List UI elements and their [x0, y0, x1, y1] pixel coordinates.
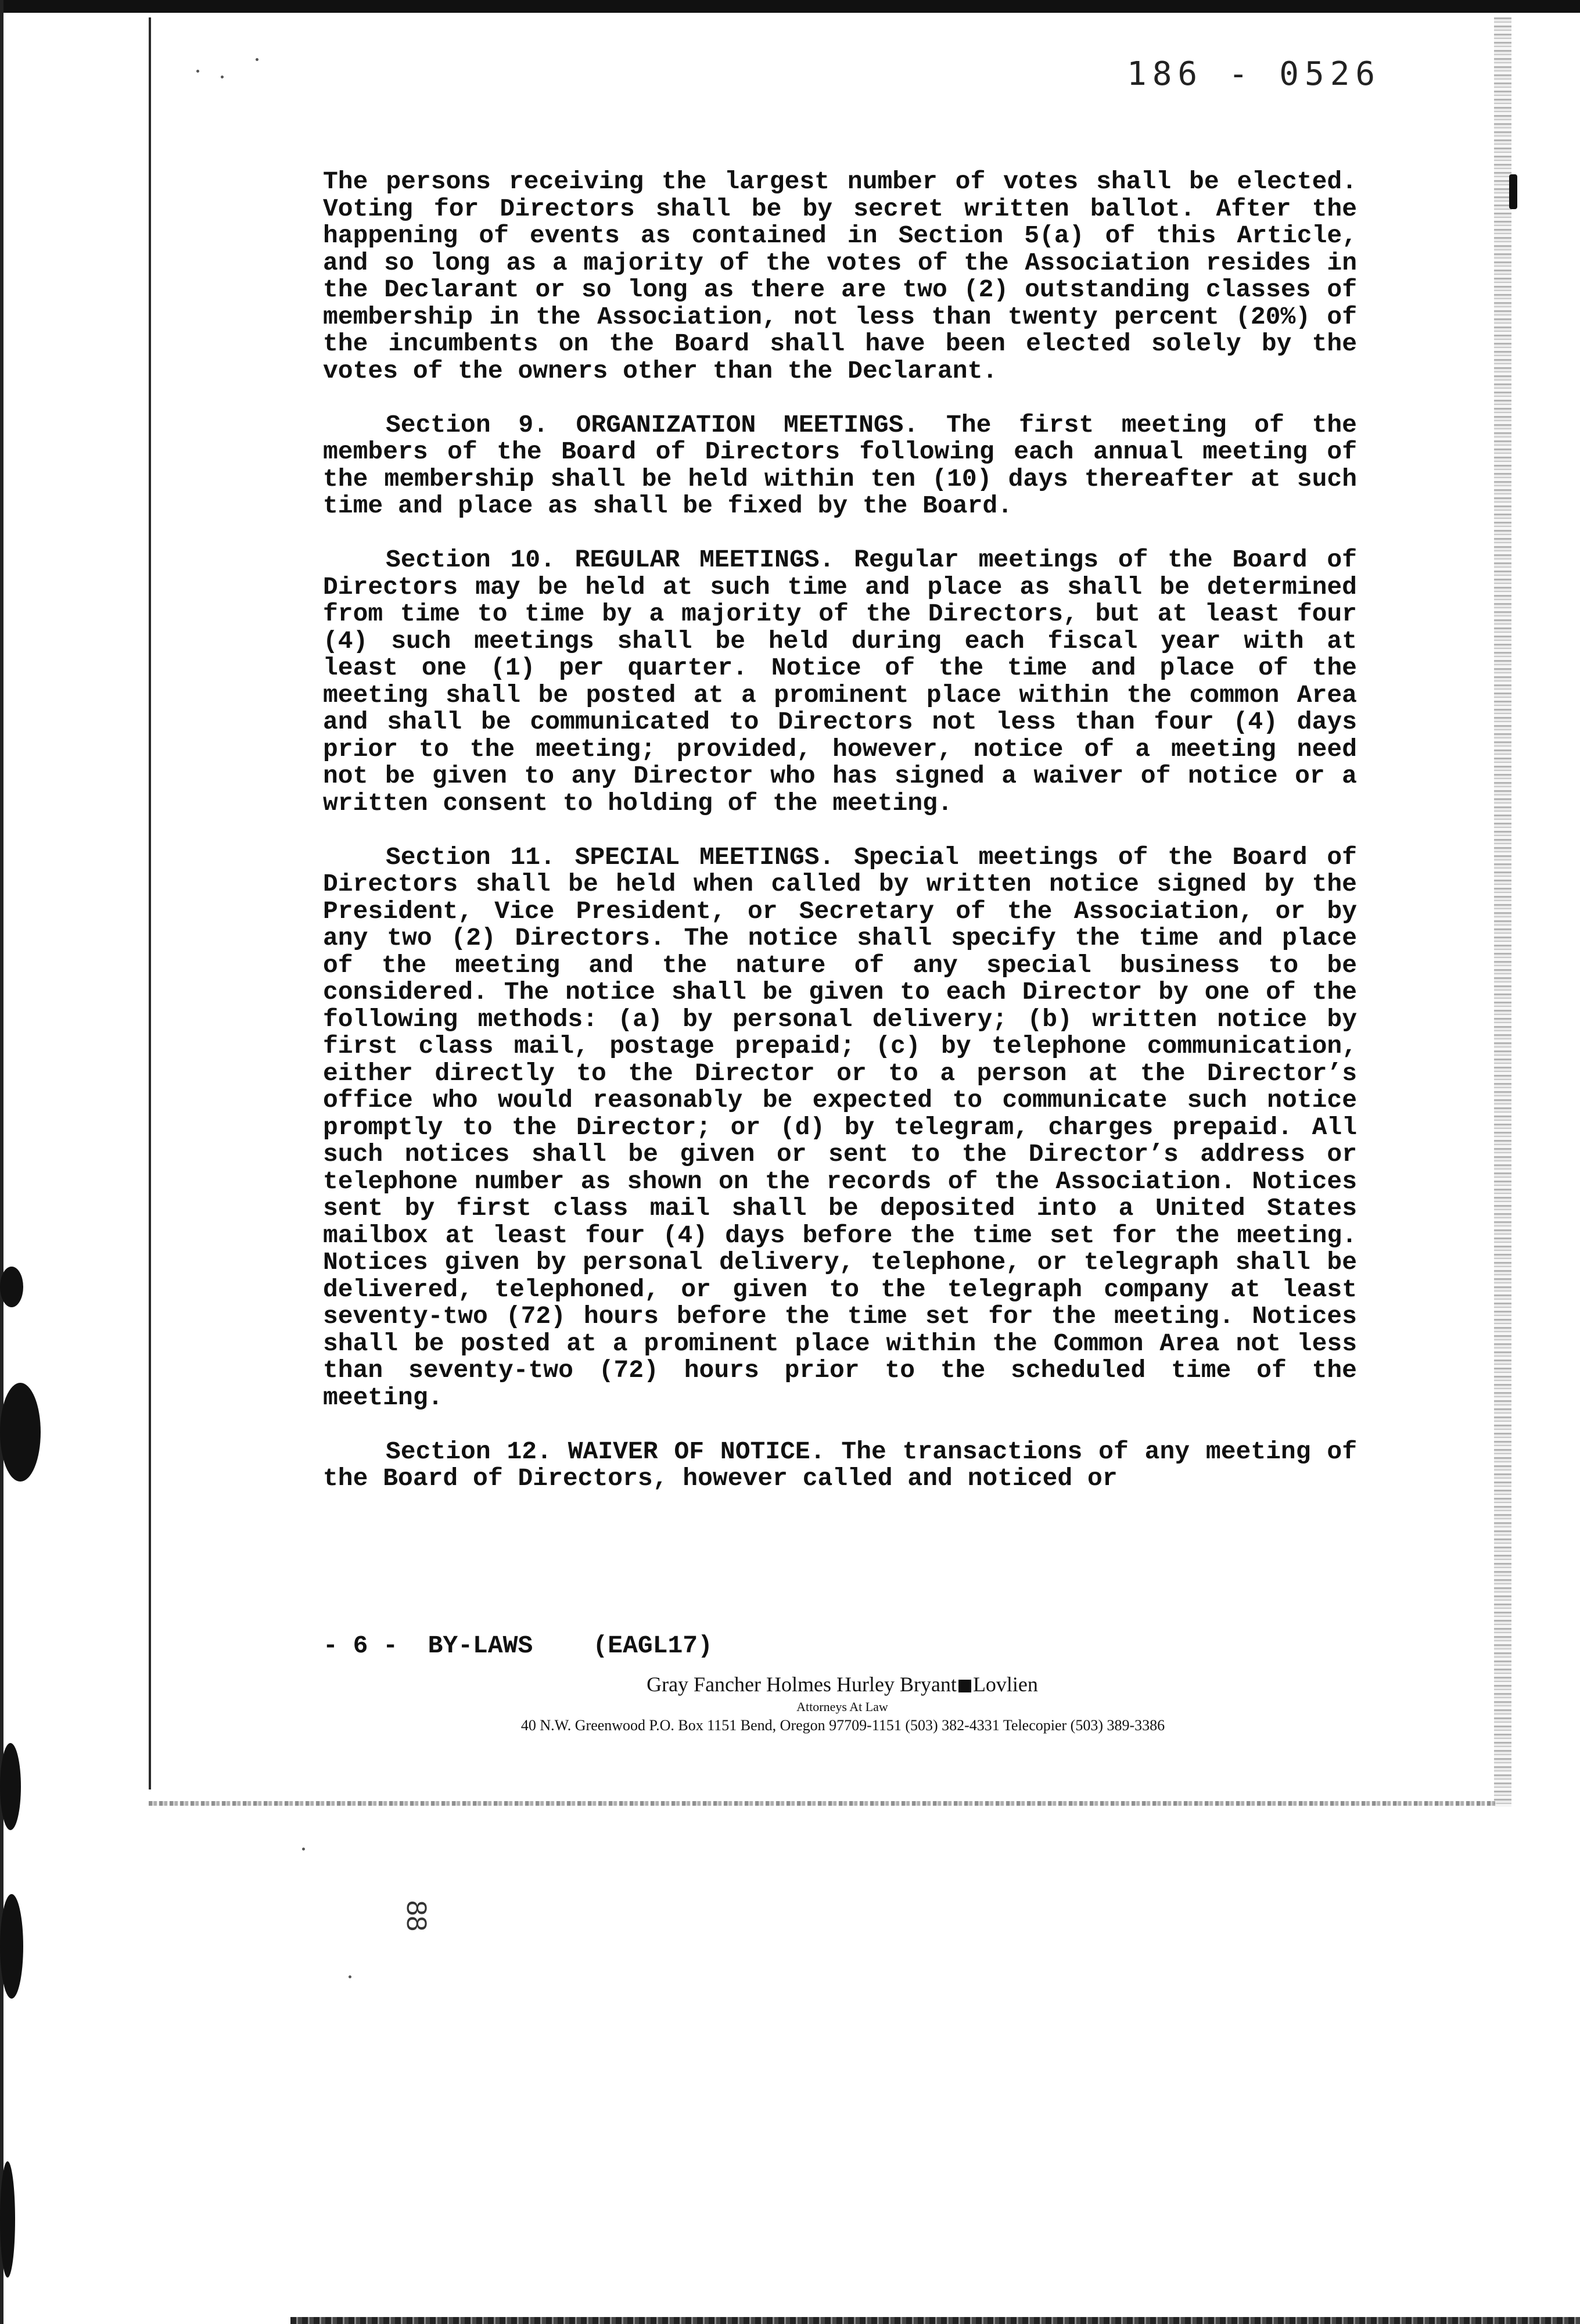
paragraph-section-12: Section 12. WAIVER OF NOTICE. The transactions of any meeting of the Board of Directors, however called and noticed or [323, 1437, 1357, 1493]
scan-top-edge [0, 0, 1580, 13]
square-icon [958, 1680, 971, 1692]
scan-blot [0, 1894, 23, 1999]
firm-name-part1: Gray Fancher Holmes Hurley Bryant [647, 1673, 957, 1696]
law-firm-address: 40 N.W. Greenwood P.O. Box 1151 Bend, Oregon 97709-1151 (503) 382-4331 Telecopier (503) 389-3386 [520, 1717, 1165, 1734]
paragraph-section-9: Section 9. ORGANIZATION MEETINGS. The first meeting of the members of the Board of Directors following each annual meeting of the membership shall be held within ten (10) days thereafter at such time and place as shall be fixed by the Board. [323, 410, 1357, 520]
sheet-bottom-edge [149, 1801, 1496, 1806]
sheet-right-border [1494, 17, 1511, 1807]
scan-speck [302, 1848, 305, 1850]
law-firm-name [622, 1672, 1063, 1697]
scan-blot [1509, 174, 1517, 209]
scan-speck [349, 1975, 351, 1978]
law-firm-subtitle: Attorneys At Law [796, 1699, 888, 1714]
scan-blot [0, 1743, 21, 1830]
footer-page-label: - 6 - BY-LAWS (EAGL17) [323, 1631, 713, 1660]
paragraph-section-11: Section 11. SPECIAL MEETINGS. Special meetings of the Board of Directors shall be held when called by written notice signed by the President, Vice President, or Secretary of the Association, or by any two (2) Directors. The notice shall specify the time and place of the meeting and the nature of any special business to be considered. The notice shall be given to each Director by one of the following methods: (a) by personal delivery; (b) written notice by first class mail, postage prepaid; (c) by telephone communication, either directly to the Director or to a person at the Director’s office who would reasonably be expected to communicate such notice promptly to the Director; or (d) by telegram, charges prepaid. All such notices shall be given or sent to the Director’s address or telephone number as shown on the records of the Association. Notices sent by first class mail shall be deposited into a United States mailbox at least four (4) days before the time set for the meeting. Notices given by personal delivery, telephone, or telegraph shall be delivered, telephoned, or given to the telegraph company at least seventy-two (72) hours before the time set for the meeting. Notices shall be posted at a prominent place within the Common Area not less than seventy-two (72) hours prior to the scheduled time of the meeting. [323, 842, 1357, 1412]
paragraph-elected: The persons receiving the largest number of votes shall be elected. Voting for Directors shall be by secret written ballot. After the happening of events as contained in Section 5(a) of this Article, and so long as a majority of the votes of the Association resides in the Declarant or so long as there are two (2) outstanding classes of membership in the Association, not less than twenty percent (20%) of the incumbents on the Board shall have been elected solely by the votes of the owners other than the Declarant. [323, 167, 1357, 385]
scan-speck [256, 58, 258, 61]
document-body [323, 168, 1357, 1493]
stray-handwritten-mark: 88 [401, 1900, 432, 1932]
scan-bottom-edge [290, 2317, 1580, 2324]
page-number: 186 - 0526 [1127, 55, 1381, 93]
scan-speck [221, 76, 224, 78]
scan-speck [196, 70, 199, 73]
paragraph-section-10: Section 10. REGULAR MEETINGS. Regular meetings of the Board of Directors may be held at such time and place as shall be determined from time to time by a majority of the Directors, but at least four (4) such meetings shall be held during each fiscal year with at least one (1) per quarter. Notice of the time and place of the meeting shall be posted at a prominent place within the common Area and shall be communicated to Directors not less than four (4) days prior to the meeting; provided, however, notice of a meeting need not be given to any Director who has signed a waiver of notice or a written consent to holding of the meeting. [323, 546, 1357, 817]
scan-blot [0, 2161, 15, 2278]
scan-blot [0, 1383, 41, 1482]
firm-name-part2: Lovlien [972, 1673, 1038, 1696]
sheet-left-border [149, 17, 151, 1789]
scan-blot [0, 1267, 23, 1307]
